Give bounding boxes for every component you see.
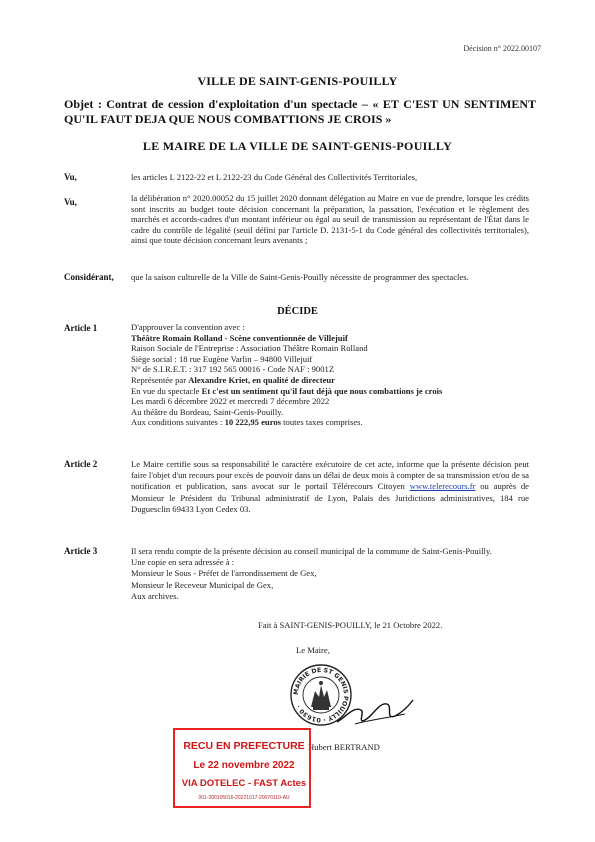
article-1-line — [131, 375, 529, 386]
text-fragment: Aux conditions suivantes : — [131, 417, 225, 428]
article-1-line: N° de S.I.R.E.T. : 317 192 565 00016 - Code NAF : 9001Z — [131, 364, 335, 375]
article-label: Article 3 — [64, 546, 98, 556]
article-3-body — [131, 546, 529, 602]
stamp-identifier: 001-200105016-20221017-20070110-AU — [198, 795, 290, 801]
vu-label: Vu, — [64, 172, 77, 182]
fait-line: Fait à SAINT-GENIS-POUILLY, le 21 Octobre 2022. — [258, 620, 443, 630]
article-label: Article 2 — [64, 459, 98, 469]
article-1-line: Siège social : 18 rue Eugène Varlin – 94800 Villejuif — [131, 353, 313, 364]
article-1-line: D'approuver la convention avec : — [131, 322, 245, 332]
text-fragment: En vue du spectacle — [131, 385, 202, 396]
vu-text: les articles L 2122-22 et L 2122-23 du Code Général des Collectivités Territoriales, — [131, 172, 418, 182]
stamp-line: RECU EN PREFECTURE — [183, 740, 305, 752]
article-1-body — [131, 322, 529, 428]
article-3-line: Monsieur le Receveur Municipal de Gex, — [131, 579, 274, 590]
vu-text: la délibération n° 2020.00052 du 15 juillet 2020 donnant délégation au Maire en vue de prendre, lorsque les crédits sont inscrits au budget toute décision concernant la préparation, la passation, l'exécution et le règlement des marchés et accords-cadres d'un montant inférieur ou égal au seuil de transmission au représentant de l'État dans le cadre du contrôle de légalité (seuil défini par l'article D. 2131-5-1 du Code général des collectivités territoriales), ainsi que toute décision concernant leurs avenants ; — [131, 193, 529, 246]
signatory-name: Hubert BERTRAND — [308, 742, 380, 752]
text-fragment: Représentée par — [131, 374, 189, 385]
objet-heading: Objet : Contrat de cession d'exploitation d'un spectacle – « ET C'EST UN SENTIMENT QU'IL FAUT DEJA QUE NOUS COMBATTIONS JE CROIS » — [64, 97, 536, 126]
prefecture-stamp — [173, 728, 311, 808]
city-title: VILLE DE SAINT-GENIS-POUILLY — [197, 74, 398, 88]
svg-text:MAIRIE DE ST GENIS POUILLY · 0: MAIRIE DE ST GENIS POUILLY · 01630 · — [292, 666, 350, 724]
article-label: Article 1 — [64, 323, 98, 333]
vu-label: Vu, — [64, 197, 77, 207]
article-2-body — [131, 459, 529, 515]
article-1-line: Les mardi 6 décembre 2022 et mercredi 7 décembre 2022 — [131, 396, 330, 407]
maire-title: LE MAIRE DE LA VILLE DE SAINT-GENIS-POUILLY — [142, 139, 453, 153]
decide-heading: DÉCIDE — [277, 306, 318, 317]
show-title: Et c'est un sentiment qu'il faut déjà que nous combattions je crois — [201, 385, 443, 396]
decision-reference: Décision n° 2022.00107 — [463, 44, 541, 53]
article-1-line: Raison Sociale de l'Entreprise : Association Théâtre Romain Rolland — [131, 343, 368, 354]
representative: Alexandre Kriet, en qualité de directeur — [188, 374, 335, 385]
considerant-text: que la saison culturelle de la Ville de Saint-Genis-Pouilly nécessite de programmer des spectacles. — [131, 272, 469, 282]
stamp-date: Le 22 novembre 2022 — [193, 760, 295, 771]
article-1-line — [131, 386, 529, 397]
amount: 10 222,95 euros — [224, 417, 281, 428]
article-1-line — [131, 417, 529, 428]
telerecours-link[interactable]: www.telerecours.fr — [409, 481, 476, 492]
contractor-name: Théâtre Romain Rolland - Scène conventionnée de Villejuif — [131, 332, 348, 343]
le-maire-label: Le Maire, — [296, 645, 330, 655]
article-3-line: Il sera rendu compte de la présente décision au conseil municipal de la commune de Saint-Genis-Pouilly. — [131, 546, 492, 556]
article-3-line: Une copie en sera adressée à : — [131, 557, 235, 568]
text-fragment: toutes taxes comprises. — [281, 417, 363, 428]
article-3-line: Monsieur le Sous - Préfet de l'arrondissement de Gex, — [131, 568, 317, 579]
considerant-label: Considérant, — [64, 272, 114, 282]
stamp-line: VIA DOTELEC - FAST Actes — [181, 778, 307, 789]
text-fragment: ou auprès de Monsieur le Président du Tribunal administratif de Lyon, Palais des Juridictions administratives, 184 rue Duguesclin 69433 Lyon Cedex 03. — [131, 481, 529, 514]
text-fragment: Le Maire certifie sous sa responsabilité le caractère exécutoire de cet acte, informe que la présente décision peut faire l'objet d'un recours pour excès de pouvoir dans un délai de deux mois à compter de sa transmission et/ou de sa notification et publication, sans avocat sur le portail Télérecours Citoyen — [131, 459, 529, 492]
article-3-line: Aux archives. — [131, 590, 179, 601]
article-1-line: Au théâtre du Bordeau, Saint-Genis-Pouilly. — [131, 406, 284, 417]
signature-icon — [335, 698, 415, 728]
